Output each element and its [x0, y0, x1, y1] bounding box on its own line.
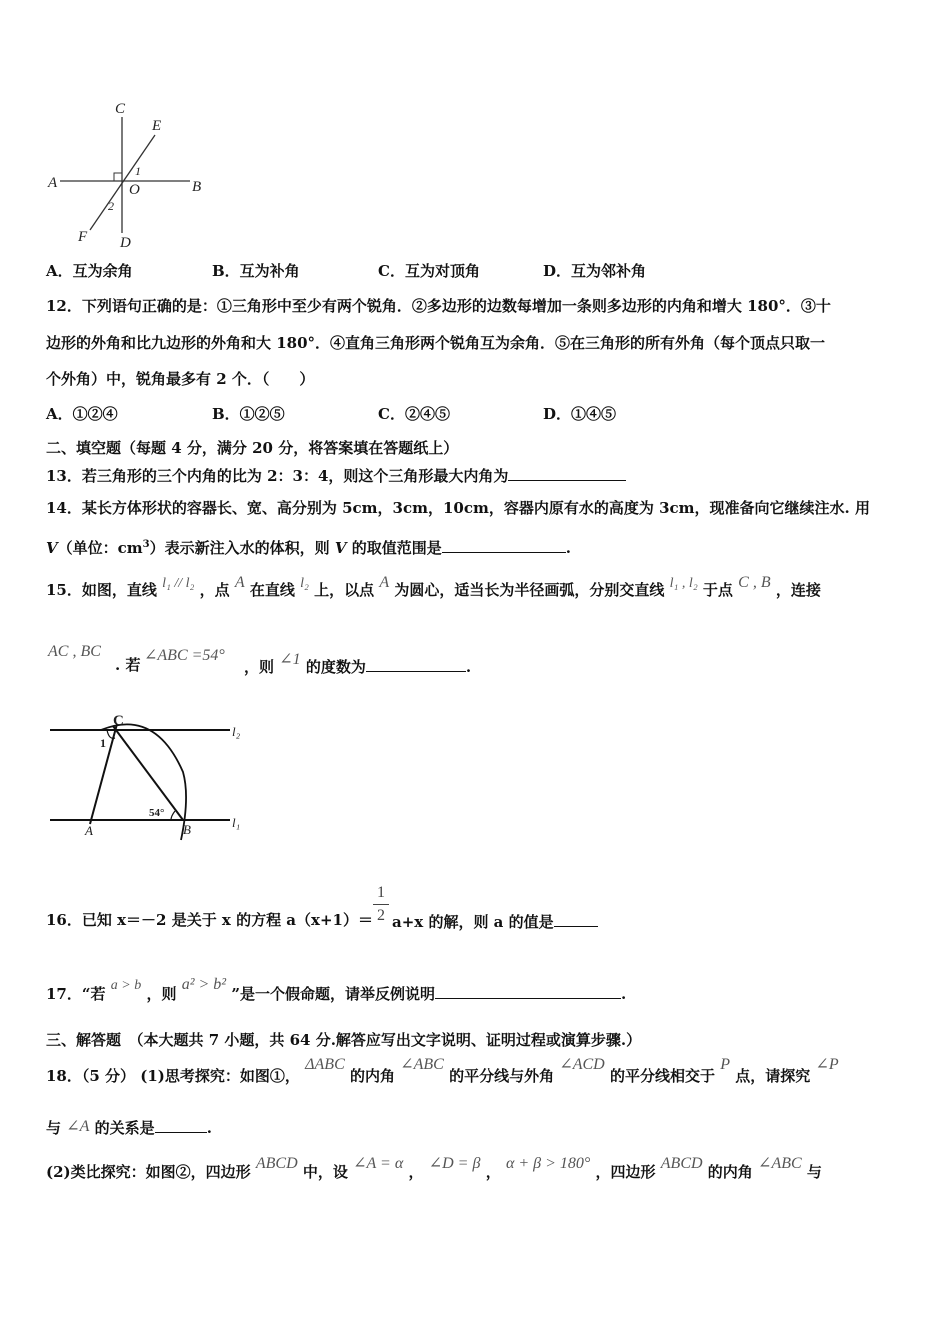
q18-math-angle-a: ∠A: [66, 1118, 90, 1135]
q18-text-2: 的内角: [349, 1067, 395, 1085]
q18b-math-abcd: ABCD: [255, 1155, 298, 1172]
q17-text-2: ，则: [146, 985, 177, 1003]
q12-line-3: 个外角）中，锐角最多有 2 个．（ ）: [46, 370, 315, 388]
label-B: B: [192, 179, 202, 195]
q15-text-1: 15．如图，直线: [46, 581, 157, 599]
q14-text-a: （单位：cm: [57, 539, 143, 557]
q18b-math-sum: α + β > 180°: [505, 1155, 591, 1172]
q17-math-2: a² > b²: [181, 976, 227, 993]
label-D: D: [120, 235, 131, 251]
q11-option-d: D．互为邻补角: [543, 262, 647, 280]
q18b-text-7: 与: [806, 1163, 822, 1181]
q16-answer-blank[interactable]: [554, 910, 598, 927]
q18b-math-beta: ∠D = β: [428, 1155, 481, 1172]
angle-54-arc: [171, 811, 175, 820]
q18-math-angle-p: ∠P: [815, 1056, 839, 1073]
arc: [101, 724, 186, 840]
label-1: 1: [135, 164, 141, 178]
q12-line-1: 12．下列语句正确的是：①三角形中至少有两个锐角．②多边形的边数每增加一条则多边形的内角和增大 180°．③十: [46, 297, 831, 315]
q15-end: .: [465, 658, 472, 676]
q15-line-2b: [244, 651, 472, 678]
q12-option-b: B．①②⑤: [212, 405, 285, 423]
q17-answer-blank[interactable]: [435, 982, 621, 999]
figure-q11: [40, 95, 220, 255]
q16-part-2: [392, 910, 598, 932]
q18b-text-4: ，: [485, 1163, 501, 1181]
q18-answer-blank[interactable]: [155, 1116, 207, 1133]
q18b-text-2: 中，设: [302, 1163, 348, 1181]
q15-angle-math: [144, 645, 225, 665]
q16-text-1: 16．已知 x＝－2 是关于 x 的方程 a（x+1）＝: [46, 911, 373, 929]
section-2-heading: 二、填空题（每题 4 分，满分 20 分，将答案填在答题纸上）: [46, 439, 459, 457]
label-1: 1: [100, 736, 106, 750]
q18-text-1: 18．（5 分） (1)思考探究：如图①，: [46, 1067, 300, 1085]
label-C: C: [115, 101, 126, 117]
q16: [46, 910, 373, 930]
q12-option-c: C．②④⑤: [378, 405, 450, 423]
q18b-text-1: (2)类比探究：如图②，四边形: [46, 1163, 251, 1181]
q18b-math-abc: ∠ABC: [758, 1155, 802, 1172]
q18-math-abc: ∠ABC: [400, 1056, 444, 1073]
q18b-line: [46, 1155, 822, 1183]
label-54: 54°: [149, 807, 165, 819]
q17-text-3: ”是一个假命题，请举反例说明: [231, 985, 435, 1003]
q13-answer-blank[interactable]: [508, 464, 626, 481]
right-angle-mark: [114, 173, 122, 181]
q13: [46, 464, 626, 486]
q18-text-7: 的关系是: [94, 1119, 155, 1137]
q18b-math-abcd-2: ABCD: [660, 1155, 703, 1172]
q13-text: 13．若三角形的三个内角的比为 2：3：4，则这个三角形最大内角为: [46, 467, 509, 485]
q15-math-cb: C , B: [738, 574, 771, 591]
figure-q15: [45, 712, 255, 842]
q15-math-a2: A: [379, 574, 390, 591]
q15-text-9: ，则: [244, 658, 275, 676]
q15-math-angle: ∠ABC =54°: [144, 647, 225, 664]
q15-text-4: 上，以点: [314, 581, 375, 599]
section-3-heading: 三、解答题 （本大题共 7 小题，共 64 分.解答应写出文字说明、证明过程或演算步骤.）: [46, 1031, 642, 1049]
label-O: O: [129, 182, 140, 198]
q15-line-1: [46, 575, 821, 607]
label-B: B: [183, 822, 191, 837]
q14-line-1: 14．某长方体形状的容器长、宽、高分别为 5cm，3cm，10cm，容器内原有水的高度为 3cm，现准备向它继续注水. 用: [46, 499, 870, 517]
q18-text-4: 的平分线相交于: [609, 1067, 715, 1085]
q12-option-d: D．①④⑤: [543, 405, 617, 423]
q18-math-triangle: ΔABC: [305, 1056, 345, 1073]
q18-line-2: [46, 1116, 212, 1139]
label-F: F: [78, 229, 88, 245]
q15-answer-blank[interactable]: [366, 655, 466, 672]
q18-text-5: 点，请探究: [735, 1067, 811, 1085]
label-l1: l₁: [232, 815, 241, 830]
label-A: A: [85, 823, 93, 838]
q15-line-2: [115, 655, 140, 675]
q14-end: .: [565, 539, 571, 557]
q17-math-1: a > b: [110, 978, 142, 993]
q14-v2: V: [334, 539, 347, 557]
q15-text-5: 为圆心，适当长为半径画弧，分别交直线: [394, 581, 665, 599]
q15-text-2: ，点: [199, 581, 230, 599]
q15-math-l1l2: l₁ , l₂: [669, 576, 698, 591]
q18-end: .: [206, 1119, 212, 1137]
q12-option-a: A．①②④: [46, 405, 118, 423]
q15-math-a: A: [234, 574, 245, 591]
q12-line-2: 边形的外角和比九边形的外角和大 180°．④直角三角形两个锐角互为余角．⑤在三角形的所有外角（每个顶点只取一: [46, 334, 826, 352]
q14-line-2: [46, 535, 571, 558]
q16-denominator: 2: [377, 907, 385, 924]
q18b-text-3: ，: [408, 1163, 424, 1181]
q14-sup: 3: [142, 539, 150, 550]
q18-text-3: 的平分线与外角: [449, 1067, 555, 1085]
q14-answer-blank[interactable]: [442, 536, 566, 553]
q18-line-1: [46, 1056, 839, 1087]
q17-text-1: 17．“若: [46, 985, 106, 1003]
q17-end: .: [620, 985, 627, 1003]
q11-option-c: C．互为对顶角: [378, 262, 480, 280]
q15-text-10: 的度数为: [305, 658, 366, 676]
q15-math-acbc: AC , BC: [48, 643, 101, 660]
q14-text-b: ）表示新注入水的体积，则: [149, 539, 330, 557]
q15-math-angle1: ∠1: [279, 651, 301, 668]
q18-text-6: 与: [46, 1119, 62, 1137]
label-A: A: [48, 175, 58, 191]
q15-text-3: 在直线: [249, 581, 295, 599]
q11-option-a: A．互为余角: [46, 262, 133, 280]
q18b-text-5: ，四边形: [595, 1163, 656, 1181]
q15-line-2-math: [48, 641, 101, 661]
segment-bc: [113, 726, 183, 820]
q18b-text-6: 的内角: [707, 1163, 753, 1181]
label-E: E: [152, 118, 162, 134]
q16-numerator: 1: [377, 884, 385, 901]
fraction-bar: [373, 904, 389, 905]
label-l2: l₂: [232, 724, 241, 739]
q15-math-lines: l₁ // l₂: [162, 576, 195, 591]
q15-text-7: ，连接: [775, 581, 821, 599]
q15-text-6: 于点: [702, 581, 733, 599]
q17: [46, 976, 627, 1006]
label-C: C: [113, 713, 124, 729]
q11-option-b: B．互为补角: [212, 262, 300, 280]
q15-text-8: . 若: [115, 656, 141, 674]
q14-v: V: [46, 539, 58, 557]
q18-math-acd: ∠ACD: [559, 1056, 605, 1073]
q14-text-c: 的取值范围是: [351, 539, 442, 557]
label-2: 2: [108, 199, 114, 213]
q16-fraction: [373, 884, 389, 925]
q16-text-2: a+x 的解，则 a 的值是: [392, 913, 554, 931]
q18-math-p: P: [720, 1056, 730, 1073]
q18b-math-alpha: ∠A = α: [353, 1155, 404, 1172]
q15-math-l2: l₂: [300, 576, 309, 591]
